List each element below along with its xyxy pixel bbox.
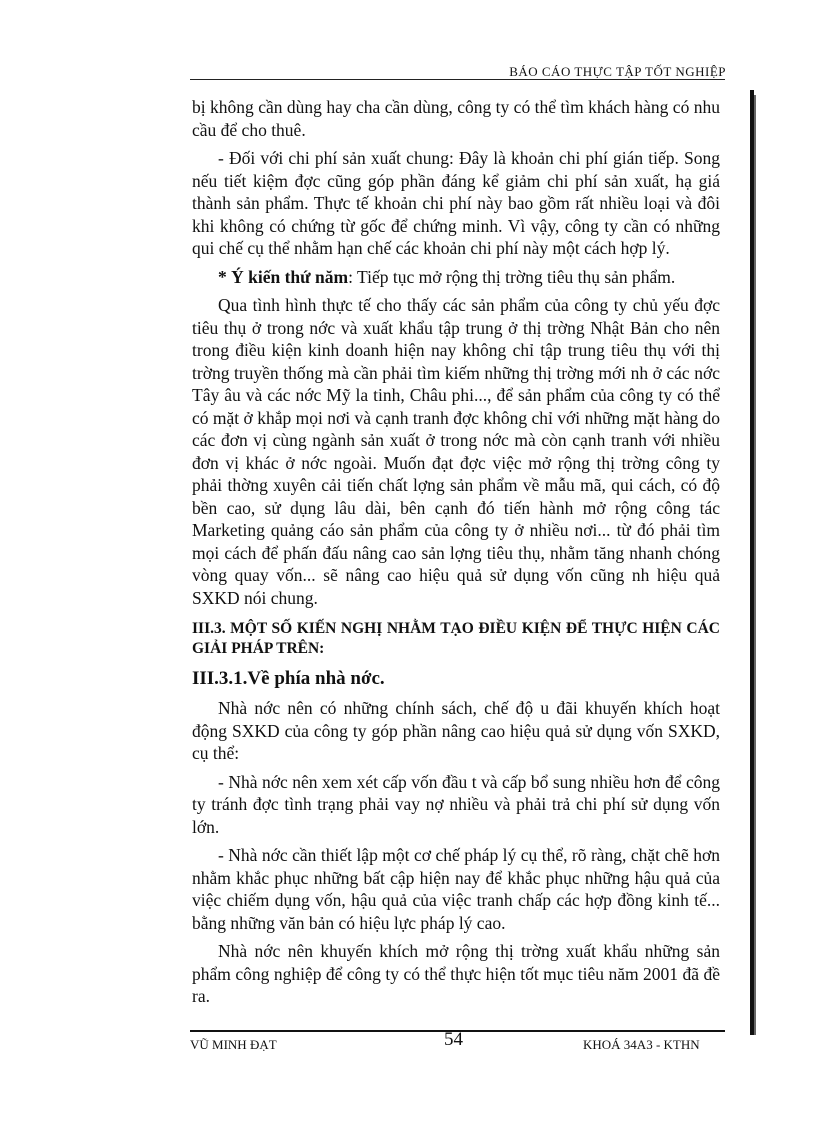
running-header: BÁO CÁO THỰC TẬP TỐT NGHIỆP	[509, 64, 726, 79]
opinion-text: : Tiếp tục mở rộng thị trờng tiêu thụ sản phẩm.	[348, 266, 676, 287]
subsection-heading: III.3.1.Về phía nhà nớc.	[192, 668, 385, 689]
paragraph-7: - Nhà nớc cần thiết lập một cơ chế pháp lý cụ thể, rõ ràng, chặt chẽ hơn nhằm khắc phục những bất cập hiện nay để khắc phục những hậu quả của việc chiếm dụng vốn, hậu quả của việc tranh chấp các hợp đồng kinh tế... bằng những văn bản có hiệu lực pháp lý cao.	[192, 845, 720, 933]
paragraph-3	[192, 266, 720, 289]
course-label: KHOÁ 34A3 - KTHN	[583, 1037, 700, 1052]
page-border-shadow	[754, 95, 756, 1035]
paragraph-5: Nhà nớc nên có những chính sách, chế độ u đãi khuyến khích hoạt động SXKD của công ty góp phần nâng cao hiệu quả sử dụng vốn SXKD, cụ thể:	[192, 698, 720, 763]
paragraph-4: Qua tình hình thực tế cho thấy các sản phẩm của công ty chủ yếu đợc tiêu thụ ở trong nớc và xuất khẩu tập trung ở thị trờng Nhật Bản cho nên trong điều kiện kinh doanh hiện nay không chỉ tập trung tiêu thụ với thị trờng truyền thống mà cần phải tìm kiếm những thị trờng mới nh ở các nớc Tây âu và các nớc Mỹ la tinh, Châu phi..., để sản phẩm của công ty có thể có mặt ở khắp mọi nơi và cạnh tranh đợc không chỉ với những mặt hàng do các đơn vị cùng ngành sản xuất ở trong nớc mà còn cạnh tranh với nhiều đơn vị khác ở nớc ngoài. Muốn đạt đợc việc mở rộng thị trờng công ty phải thờng xuyên cải tiến chất lợng sản phẩm về mẫu mã, qui cách, có độ bền cao, sử dụng lâu dài, bên cạnh đó tiến hành mở rộng công tác Marketing quảng cáo sản phẩm của công ty ở nhiều nơi... từ đó phải tìm mọi cách để phấn đấu nâng cao sản lợng tiêu thụ, nhằm tăng nhanh chóng vòng quay vốn... sẽ nâng cao hiệu quả sử dụng vốn cũng nh hiệu quả SXKD nói chung.	[192, 295, 720, 608]
paragraph-2: - Đối với chi phí sản xuất chung: Đây là khoản chi phí gián tiếp. Song nếu tiết kiệm đợc cũng góp phần đáng kể giảm chi phí sản xuất, hạ giá thành sản phẩm. Thực tế khoản chi phí này bao gồm rất nhiều loại và đôi khi không có chứng từ gốc để chứng minh. Vì vậy, công ty cần có những qui chế cụ thể nhằm hạn chế các khoản chi phí này một cách hợp lý.	[192, 148, 720, 258]
author-name: VŨ MINH ĐẠT	[190, 1037, 277, 1052]
paragraph-6: - Nhà nớc nên xem xét cấp vốn đầu t và cấp bổ sung nhiều hơn để công ty tránh đợc tình trạng phải vay nợ nhiều và phải trả chi phí sử dụng vốn lớn.	[192, 771, 720, 837]
paragraph-8: Nhà nớc nên khuyến khích mở rộng thị trờng xuất khẩu những sản phẩm công nghiệp để công ty có thể thực hiện tốt mục tiêu năm 2001 đã đề ra.	[192, 941, 720, 1006]
paragraph-1: bị không cần dùng hay cha cần dùng, công ty có thể tìm khách hàng có nhu cầu để cho thuê.	[192, 97, 720, 140]
section-heading: III.3. MỘT SỐ KIẾN NGHỊ NHẰM TẠO ĐIỀU KIỆN ĐỂ THỰC HIỆN CÁC GIẢI PHÁP TRÊN:	[192, 620, 720, 657]
opinion-label: * Ý kiến thứ năm	[218, 266, 349, 287]
document-body	[192, 96, 720, 1014]
page-number: 54	[444, 1029, 463, 1050]
header-rule	[190, 79, 725, 80]
